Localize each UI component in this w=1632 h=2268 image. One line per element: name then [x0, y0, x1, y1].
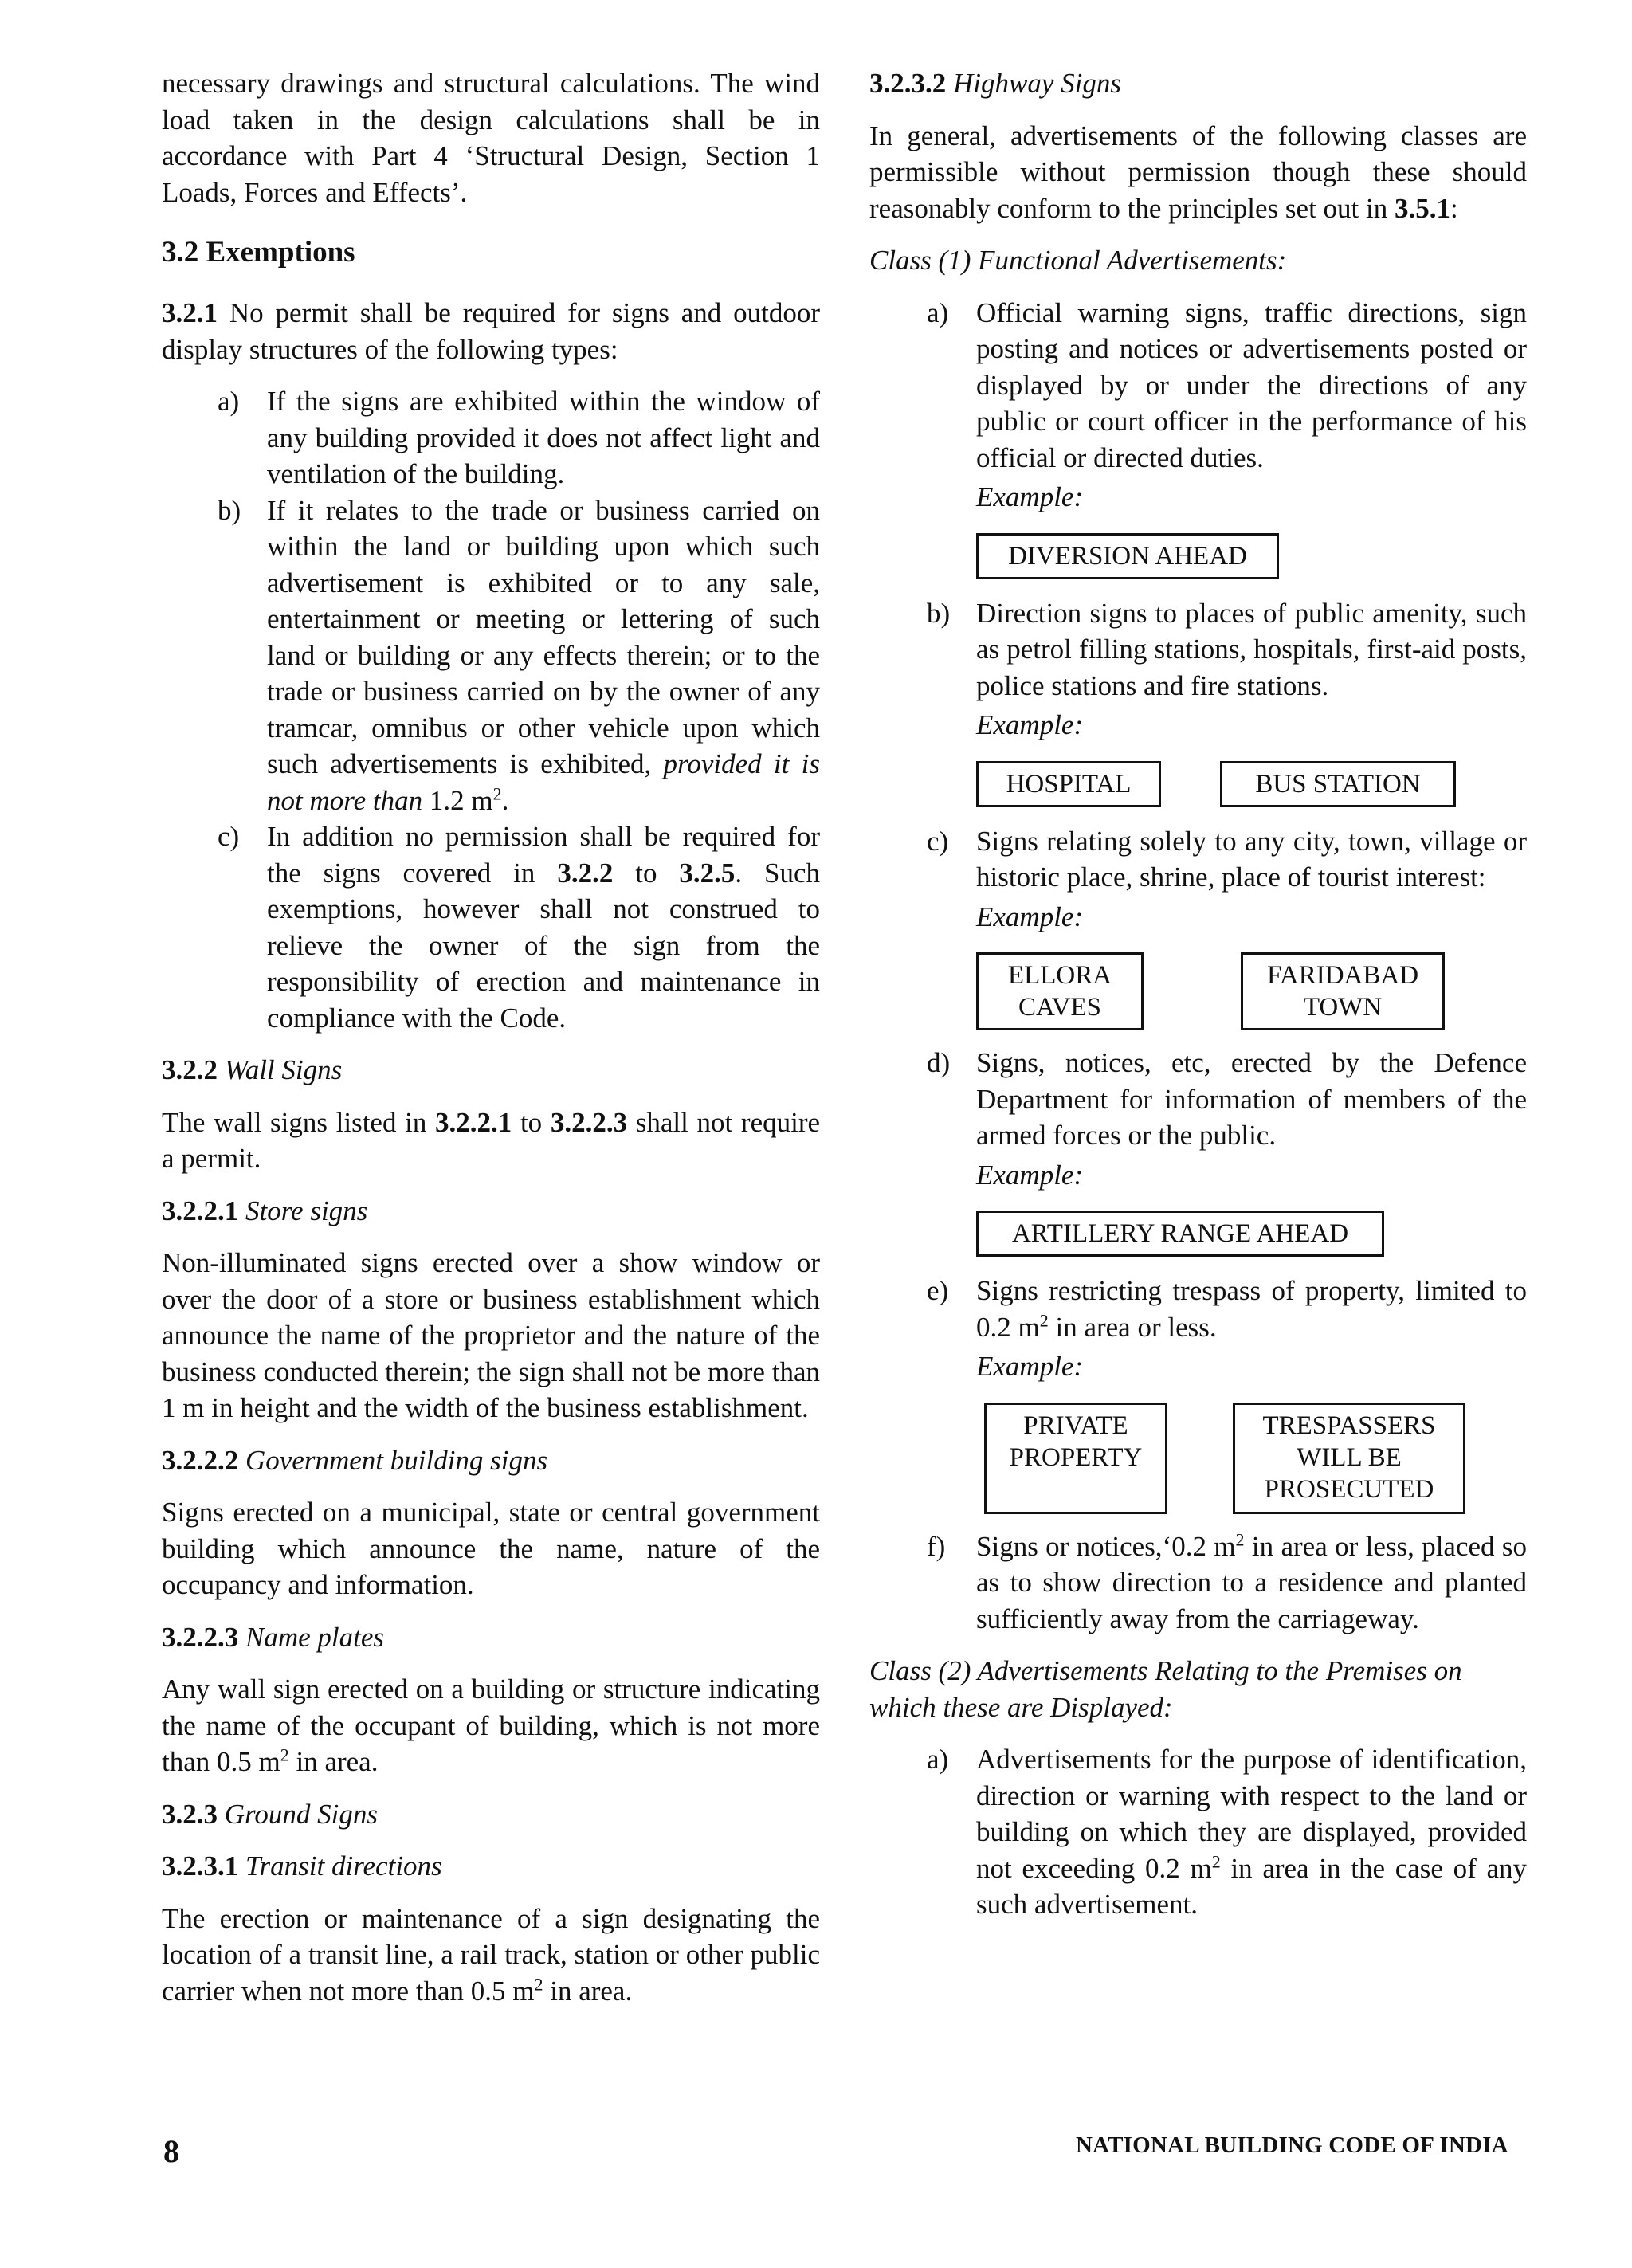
list-text	[976, 1528, 1527, 1638]
subsection-3-2-2-2	[162, 1442, 820, 1479]
clause-title: Transit directions	[245, 1850, 442, 1881]
left-column	[162, 65, 820, 2009]
wall-signs-paragraph	[162, 1105, 820, 1177]
cross-reference: 3.5.1	[1395, 192, 1451, 224]
text: The erection or maintenance of a sign designating the location of a transit line, a rail track, station or other public carrier when not more than 0.5 m	[162, 1902, 820, 2007]
text: in area or less, placed so as to show direction to a residence and planted sufficiently away from the carriageway.	[976, 1530, 1528, 1634]
text: Advertisements for the purpose of identification, direction or warning with respect to the land or building on which they are displayed, provided not exceeding 0.2 m	[976, 1744, 1527, 1884]
clause-title: Name plates	[245, 1621, 385, 1653]
list-item	[162, 492, 820, 819]
clause-text: No permit shall be required for signs and outdoor display structures of the following types:	[162, 297, 821, 365]
list-item	[869, 595, 1527, 744]
text: In general, advertisements of the following classes are permissible without permission though these should reasonably conform to the principles set out in	[869, 120, 1527, 224]
government-signs-paragraph: Signs erected on a municipal, state or central government building which announce the name, nature of the occupancy and information.	[162, 1497, 820, 1600]
list-text	[976, 1741, 1527, 1923]
list-text	[267, 818, 820, 1036]
sign-box: ELLORA CAVES	[976, 952, 1144, 1030]
text: The wall signs listed in	[162, 1106, 427, 1138]
clause-3-2-1	[162, 295, 820, 367]
superscript: 2	[1211, 1850, 1221, 1871]
text: Signs or notices,‘0.2 m	[976, 1530, 1236, 1562]
text: in area or less.	[1055, 1311, 1217, 1343]
section-heading-exemptions: 3.2 Exemptions	[162, 236, 355, 269]
list-text	[267, 492, 820, 819]
example-label: Example:	[976, 1351, 1084, 1382]
clause-number: 3.2.2.3	[162, 1621, 239, 1653]
intro-paragraph: necessary drawings and structural calculations. The wind load taken in the design calculations shall be in accordance with Part 4 ‘Structural Design, Section 1 Loads, Forces and Effects’.	[162, 68, 820, 208]
superscript: 2	[280, 1744, 289, 1765]
right-column	[869, 65, 1527, 1923]
clause-number: 3.2.2.2	[162, 1444, 239, 1476]
list-label: a)	[218, 386, 240, 417]
subsection-3-2-2-3	[162, 1619, 820, 1656]
example-label: Example:	[976, 709, 1084, 740]
sign-box: DIVERSION AHEAD	[976, 533, 1279, 579]
store-signs-paragraph: Non-illuminated signs erected over a show window or over the door of a store or business establishment which announce the name of the proprietor and the nature of the business conducted therein; the sign shall not be more than 1 m in height and the width of the business establishment.	[162, 1247, 820, 1423]
cross-reference: 3.2.5	[679, 857, 736, 889]
clause-number: 3.2.1	[162, 297, 218, 328]
sign-box: BUS STATION	[1220, 761, 1456, 807]
text: in area.	[296, 1746, 379, 1777]
sign-examples	[976, 1403, 1527, 1514]
list-text: Official warning signs, traffic directions, sign posting and notices or advertisements posted or displayed by or under the directions of any public or court officer in the performance of his official or directed duties.	[976, 296, 1527, 473]
list-item	[869, 1528, 1527, 1638]
text: in area in the case of any such advertisement.	[976, 1852, 1528, 1920]
clause-number: 3.2.3	[162, 1798, 218, 1830]
list-label: e)	[927, 1275, 949, 1306]
text: to	[520, 1106, 543, 1138]
list-text-body: If it relates to the trade or business carried on within the land or building upon which such advertisement is exhibited or to any sale, entertainment or meeting or lettering of such land or building or any effects therein; or to the trade or business carried on by the owner of any tramcar, omnibus or other vehicle upon which such advertisements is exhibited,	[267, 494, 820, 779]
clause-title: Store signs	[245, 1195, 368, 1226]
list-item	[869, 1741, 1527, 1923]
cross-reference: 3.2.2.1	[435, 1106, 512, 1138]
text: Any wall sign erected on a building or structure indicating the name of the occupant of building, which is not more than 0.5 m	[162, 1674, 820, 1777]
subsection-3-2-2-1	[162, 1193, 820, 1230]
highway-signs-paragraph	[869, 118, 1527, 227]
superscript: 2	[1039, 1309, 1049, 1330]
list-text-italic: provided it is not more than	[267, 748, 820, 816]
list-label: a)	[927, 1744, 949, 1775]
sign-box: TRESPASSERS WILL BE PROSECUTED	[1233, 1403, 1465, 1514]
list-item	[869, 823, 1527, 936]
list-label: c)	[927, 825, 949, 857]
sign-examples	[976, 1211, 1527, 1258]
example-label: Example:	[976, 481, 1084, 512]
subsection-3-2-3-1	[162, 1848, 820, 1885]
example-label: Example:	[976, 901, 1084, 932]
clause-title: Government building signs	[245, 1444, 548, 1476]
sign-examples	[976, 533, 1527, 581]
sign-examples	[976, 952, 1527, 1030]
class-2-heading: Class (2) Advertisements Relating to the Premises on which these are Displayed:	[869, 1655, 1462, 1723]
transit-directions-paragraph	[162, 1901, 820, 2010]
cross-reference: 3.2.2	[557, 857, 614, 889]
sign-box: HOSPITAL	[976, 761, 1161, 807]
list-item	[869, 1045, 1527, 1193]
list-item	[162, 383, 820, 492]
list-label: f)	[927, 1530, 946, 1562]
list-item	[869, 1273, 1527, 1385]
list-label: d)	[927, 1047, 951, 1078]
clause-title: Ground Signs	[224, 1798, 378, 1830]
list-text-body: In addition no permission shall be required for the signs covered in	[267, 821, 820, 889]
sign-box: FARIDABAD TOWN	[1241, 952, 1445, 1030]
list-text: Signs, notices, etc, erected by the Defence Department for information of members of the armed forces or the public.	[976, 1047, 1527, 1151]
list-text: Signs relating solely to any city, town, village or historic place, shrine, place of tourist interest:	[976, 825, 1527, 893]
list-label: a)	[927, 296, 949, 328]
list-text	[976, 1273, 1527, 1345]
text: :	[1450, 192, 1458, 224]
example-label: Example:	[976, 1159, 1084, 1191]
sign-box: ARTILLERY RANGE AHEAD	[976, 1211, 1384, 1257]
list-text-body: to	[635, 857, 657, 889]
list-item	[162, 818, 820, 1036]
name-plates-paragraph	[162, 1671, 820, 1780]
subsection-3-2-2	[162, 1052, 820, 1089]
list-text-end: .	[501, 784, 509, 816]
text: Signs restricting trespass of property, limited to 0.2 m	[976, 1275, 1527, 1343]
class-1-heading: Class (1) Functional Advertisements:	[869, 245, 1287, 276]
list-text-body: . Such exemptions, however shall not construed to relieve the owner of the sign from the responsibility of erection and maintenance in compliance with the Code.	[267, 857, 821, 1034]
list-label: c)	[218, 821, 240, 852]
subsection-3-2-3-2	[869, 65, 1527, 102]
clause-title: Wall Signs	[224, 1054, 343, 1085]
superscript: 2	[492, 783, 502, 803]
text: in area.	[550, 1975, 633, 2007]
clause-number: 3.2.3.2	[869, 68, 947, 99]
clause-number: 3.2.3.1	[162, 1850, 239, 1881]
superscript: 2	[1235, 1528, 1245, 1549]
list-text-value: 1.2 m	[429, 784, 493, 816]
list-text: If the signs are exhibited within the window of any building provided it does not affect light and ventilation of the building.	[267, 386, 820, 489]
cross-reference: 3.2.2.3	[550, 1106, 628, 1138]
publication-title: NATIONAL BUILDING CODE OF INDIA	[1076, 2133, 1508, 2158]
clause-title: Highway Signs	[953, 68, 1121, 99]
page-number: 8	[163, 2133, 179, 2169]
list-label: b)	[218, 494, 241, 526]
text: shall not require a permit.	[162, 1106, 821, 1174]
clause-number: 3.2.2.1	[162, 1195, 239, 1226]
list-text: Direction signs to places of public amenity, such as petrol filling stations, hospitals, first-aid posts, police stations and fire stations.	[976, 597, 1527, 701]
list-label: b)	[927, 597, 951, 629]
superscript: 2	[534, 1973, 543, 1994]
clause-number: 3.2.2	[162, 1054, 218, 1085]
sign-box: PRIVATE PROPERTY	[984, 1403, 1167, 1514]
subsection-3-2-3	[162, 1796, 820, 1833]
list-item	[869, 295, 1527, 516]
sign-examples	[976, 761, 1527, 809]
